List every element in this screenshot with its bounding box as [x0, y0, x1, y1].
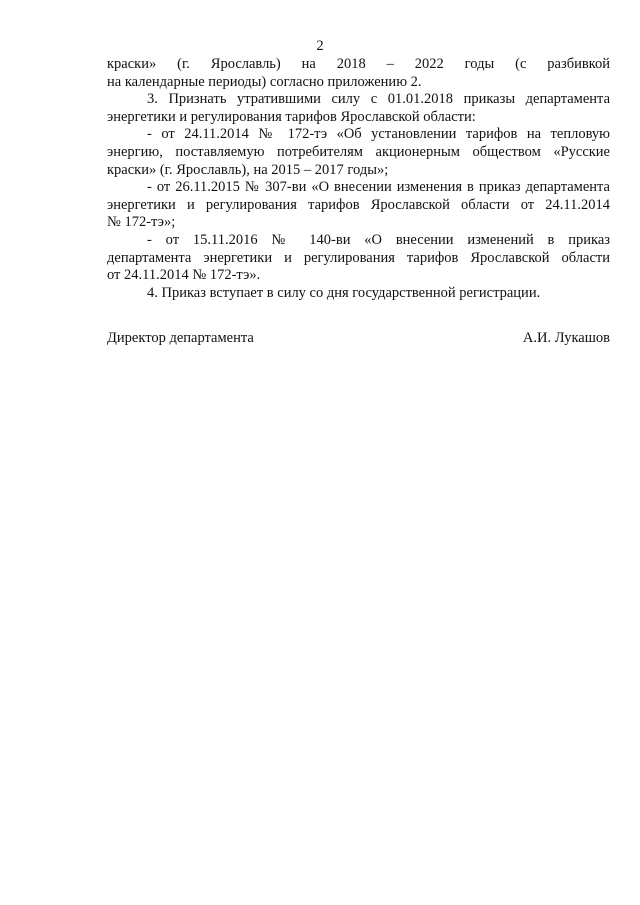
signature-block — [107, 330, 610, 347]
text-line: энергию, поставляемую потребителям акционерным обществом «Русские — [107, 143, 610, 160]
text-line: 4. Приказ вступает в силу со дня государственной регистрации. — [147, 284, 541, 301]
text-line: энергетики и регулирования тарифов Ярославской области: — [107, 108, 476, 125]
text-line: - от 24.11.2014 № 172-тэ «Об установлении тарифов на тепловую — [147, 126, 610, 143]
text-line: 3. Признать утратившими силу с 01.01.2018 приказы департамента — [147, 91, 610, 108]
text-line: от 24.11.2014 № 172-тэ». — [107, 267, 261, 284]
signer-name: А.И. Лукашов — [522, 330, 610, 346]
text-line: краски» (г. Ярославль), на 2015 – 2017 годы»; — [107, 161, 389, 178]
page-number: 2 — [316, 38, 324, 54]
text-line: департамента энергетики и регулирования тарифов Ярославской области — [107, 249, 610, 266]
text-line: краски» (г. Ярославль) на 2018 – 2022 годы (с разбивкой — [107, 56, 610, 72]
text-line: на календарные периоды) согласно приложению 2. — [107, 73, 422, 90]
text-line: № 172-тэ»; — [107, 214, 176, 231]
text-line: - от 26.11.2015 № 307-ви «О внесении изменения в приказ департамента — [147, 179, 610, 196]
document-body — [107, 56, 610, 302]
text-line: энергетики и регулирования тарифов Ярославской области от 24.11.2014 — [107, 196, 610, 213]
signer-title: Директор департамента — [107, 330, 254, 346]
text-line: - от 15.11.2016 № 140-ви «О внесении изменений в приказ — [147, 231, 610, 248]
